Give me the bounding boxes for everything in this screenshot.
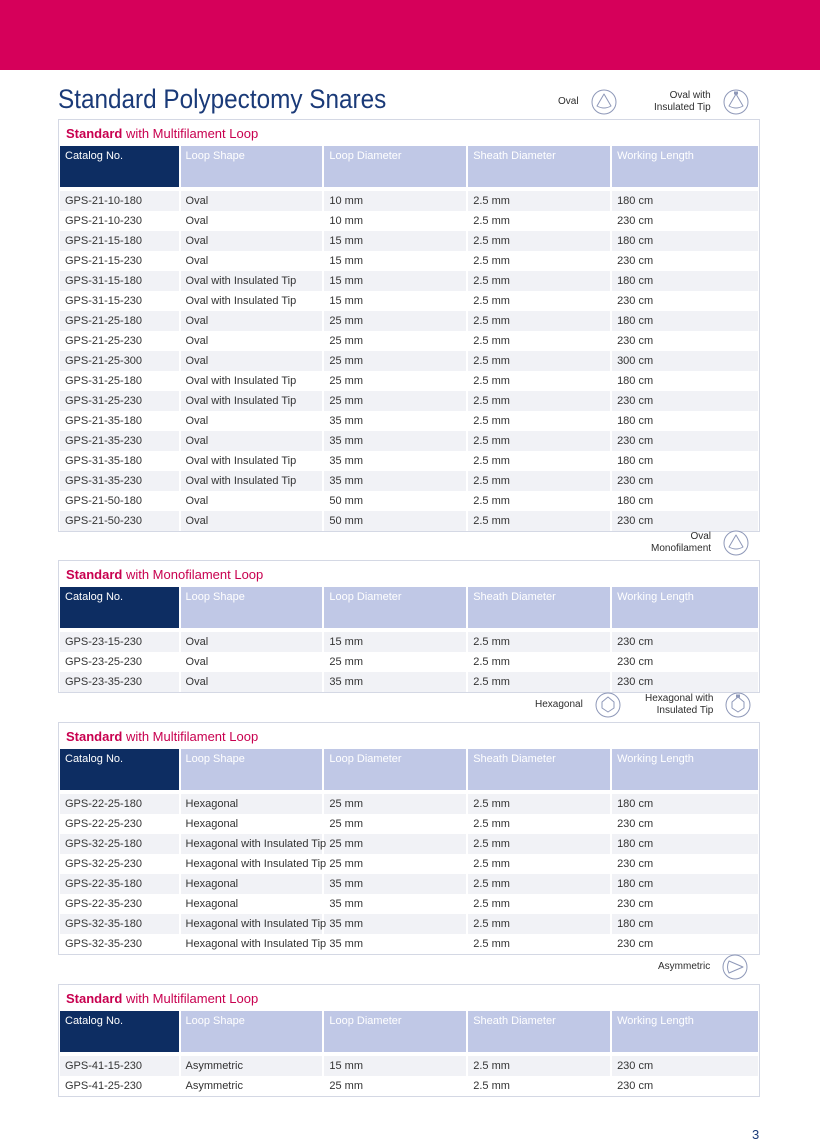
cell-catalog-no: GPS-22-25-230 [60,814,179,834]
cell-loop-diameter: 25 mm [324,371,466,391]
table-row [60,794,758,814]
cell-loop-diameter: 25 mm [324,854,466,874]
cell-working-length: 230 cm [612,391,758,411]
cell-catalog-no: GPS-31-25-230 [60,391,179,411]
cell-working-length: 230 cm [612,632,758,652]
cell-catalog-no: GPS-32-35-230 [60,934,179,954]
legend-label: Oval [558,96,579,107]
column-header-loop-diameter: Loop Diameter [324,146,466,187]
table-row [60,1056,758,1076]
cell-working-length: 230 cm [612,331,758,351]
cell-sheath-diameter: 2.5 mm [468,511,610,531]
cell-sheath-diameter: 2.5 mm [468,351,610,371]
cell-loop-shape: Oval [181,351,323,371]
cell-loop-shape: Oval with Insulated Tip [181,451,323,471]
cell-sheath-diameter: 2.5 mm [468,1056,610,1076]
legend-label: Oval Monofilament [651,531,712,554]
hexagonal-loop-icon [595,692,621,718]
cell-catalog-no: GPS-21-35-180 [60,411,179,431]
cell-loop-diameter: 35 mm [324,431,466,451]
cell-catalog-no: GPS-21-25-300 [60,351,179,371]
cell-catalog-no: GPS-41-25-230 [60,1076,179,1096]
product-table [58,587,760,692]
table-header [60,587,758,628]
table-row [60,934,758,954]
cell-sheath-diameter: 2.5 mm [468,471,610,491]
legend-label: Hexagonal with Insulated Tip [645,693,714,716]
cell-sheath-diameter: 2.5 mm [468,371,610,391]
cell-sheath-diameter: 2.5 mm [468,451,610,471]
cell-sheath-diameter: 2.5 mm [468,311,610,331]
cell-loop-diameter: 25 mm [324,331,466,351]
cell-working-length: 230 cm [612,854,758,874]
cell-loop-shape: Oval [181,652,323,672]
oval-monofilament-icon [723,530,749,556]
cell-sheath-diameter: 2.5 mm [468,632,610,652]
legend-label: Asymmetric [658,961,711,972]
cell-loop-diameter: 25 mm [324,794,466,814]
cell-loop-diameter: 25 mm [324,351,466,371]
table-row [60,1076,758,1096]
cell-loop-shape: Oval with Insulated Tip [181,271,323,291]
cell-sheath-diameter: 2.5 mm [468,271,610,291]
column-header-loop-shape: Loop Shape [181,749,323,790]
cell-catalog-no: GPS-31-35-230 [60,471,179,491]
column-header-sheath-diameter: Sheath Diameter [468,1011,610,1052]
cell-sheath-diameter: 2.5 mm [468,894,610,914]
cell-working-length: 230 cm [612,1056,758,1076]
cell-loop-diameter: 35 mm [324,672,466,692]
section-monofilament-oval [58,560,760,693]
cell-working-length: 180 cm [612,231,758,251]
cell-catalog-no: GPS-31-15-180 [60,271,179,291]
legend-hexagonal [535,692,621,718]
cell-catalog-no: GPS-22-35-180 [60,874,179,894]
cell-sheath-diameter: 2.5 mm [468,491,610,511]
cell-working-length: 230 cm [612,471,758,491]
cell-catalog-no: GPS-21-25-230 [60,331,179,351]
legend-oval-insulated [654,89,749,115]
cell-working-length: 180 cm [612,794,758,814]
column-header-sheath-diameter: Sheath Diameter [468,749,610,790]
top-brand-bar [0,0,820,70]
cell-loop-shape: Oval [181,672,323,692]
cell-loop-diameter: 35 mm [324,934,466,954]
table-row [60,854,758,874]
oval-loop-icon [591,89,617,115]
cell-loop-shape: Hexagonal with Insulated Tip [181,934,323,954]
product-table [58,749,760,954]
legend-label: Hexagonal [535,699,583,710]
column-header-catalog: Catalog No. [60,749,179,790]
table-row [60,471,758,491]
cell-loop-shape: Oval with Insulated Tip [181,471,323,491]
cell-loop-diameter: 25 mm [324,834,466,854]
cell-loop-shape: Oval [181,231,323,251]
cell-loop-shape: Oval with Insulated Tip [181,391,323,411]
section-title: Standard with Monofilament Loop [66,567,264,582]
cell-loop-shape: Hexagonal [181,814,323,834]
table-header [60,1011,758,1052]
cell-working-length: 230 cm [612,894,758,914]
cell-catalog-no: GPS-32-25-180 [60,834,179,854]
cell-sheath-diameter: 2.5 mm [468,794,610,814]
cell-loop-shape: Oval [181,431,323,451]
cell-sheath-diameter: 2.5 mm [468,652,610,672]
cell-loop-shape: Hexagonal with Insulated Tip [181,854,323,874]
cell-loop-shape: Oval with Insulated Tip [181,291,323,311]
cell-working-length: 230 cm [612,211,758,231]
cell-working-length: 180 cm [612,411,758,431]
table-row [60,411,758,431]
cell-loop-shape: Hexagonal [181,794,323,814]
cell-sheath-diameter: 2.5 mm [468,934,610,954]
cell-sheath-diameter: 2.5 mm [468,914,610,934]
cell-loop-diameter: 35 mm [324,451,466,471]
table-row [60,291,758,311]
column-header-catalog: Catalog No. [60,146,179,187]
cell-catalog-no: GPS-22-25-180 [60,794,179,814]
column-header-loop-diameter: Loop Diameter [324,1011,466,1052]
section-title: Standard with Multifilament Loop [66,126,259,141]
column-header-loop-diameter: Loop Diameter [324,749,466,790]
cell-working-length: 180 cm [612,451,758,471]
oval-insulated-tip-icon [723,89,749,115]
cell-loop-shape: Oval [181,191,323,211]
column-header-working-length: Working Length [612,1011,758,1052]
product-table [58,146,760,531]
column-header-catalog: Catalog No. [60,587,179,628]
table-row [60,251,758,271]
cell-loop-diameter: 15 mm [324,291,466,311]
cell-loop-diameter: 35 mm [324,411,466,431]
table-row [60,371,758,391]
cell-sheath-diameter: 2.5 mm [468,672,610,692]
cell-catalog-no: GPS-21-50-230 [60,511,179,531]
cell-catalog-no: GPS-21-35-230 [60,431,179,451]
cell-sheath-diameter: 2.5 mm [468,231,610,251]
column-header-loop-shape: Loop Shape [181,146,323,187]
cell-loop-shape: Hexagonal with Insulated Tip [181,834,323,854]
cell-catalog-no: GPS-32-35-180 [60,914,179,934]
cell-working-length: 230 cm [612,672,758,692]
table-row [60,632,758,652]
column-header-loop-diameter: Loop Diameter [324,587,466,628]
cell-loop-diameter: 15 mm [324,231,466,251]
cell-working-length: 230 cm [612,511,758,531]
legend-hexagonal-insulated [645,692,751,718]
cell-working-length: 230 cm [612,1076,758,1096]
cell-loop-shape: Hexagonal [181,874,323,894]
cell-loop-diameter: 15 mm [324,1056,466,1076]
cell-catalog-no: GPS-23-35-230 [60,672,179,692]
cell-loop-diameter: 35 mm [324,894,466,914]
hexagonal-insulated-tip-icon [725,692,751,718]
cell-sheath-diameter: 2.5 mm [468,331,610,351]
table-row [60,231,758,251]
cell-working-length: 180 cm [612,311,758,331]
cell-working-length: 230 cm [612,431,758,451]
column-header-working-length: Working Length [612,749,758,790]
cell-loop-shape: Oval [181,251,323,271]
cell-working-length: 180 cm [612,914,758,934]
cell-loop-diameter: 35 mm [324,874,466,894]
cell-loop-diameter: 15 mm [324,251,466,271]
column-header-sheath-diameter: Sheath Diameter [468,146,610,187]
column-header-working-length: Working Length [612,146,758,187]
cell-loop-diameter: 10 mm [324,211,466,231]
cell-catalog-no: GPS-21-10-180 [60,191,179,211]
cell-catalog-no: GPS-21-50-180 [60,491,179,511]
table-row [60,834,758,854]
table-row [60,511,758,531]
table-row [60,672,758,692]
cell-loop-shape: Hexagonal with Insulated Tip [181,914,323,934]
cell-catalog-no: GPS-32-25-230 [60,854,179,874]
cell-loop-shape: Oval [181,491,323,511]
table-row [60,874,758,894]
cell-sheath-diameter: 2.5 mm [468,391,610,411]
cell-catalog-no: GPS-41-15-230 [60,1056,179,1076]
section-multifilament-asymmetric [58,984,760,1097]
cell-loop-shape: Hexagonal [181,894,323,914]
legend-oval-monofilament [651,530,749,556]
cell-working-length: 230 cm [612,934,758,954]
cell-loop-diameter: 10 mm [324,191,466,211]
cell-sheath-diameter: 2.5 mm [468,191,610,211]
cell-loop-shape: Asymmetric [181,1056,323,1076]
cell-catalog-no: GPS-31-15-230 [60,291,179,311]
table-row [60,451,758,471]
cell-sheath-diameter: 2.5 mm [468,431,610,451]
cell-working-length: 180 cm [612,874,758,894]
column-header-loop-shape: Loop Shape [181,1011,323,1052]
table-header [60,146,758,187]
table-row [60,271,758,291]
asymmetric-loop-icon [722,954,748,980]
table-header [60,749,758,790]
cell-loop-shape: Oval [181,311,323,331]
cell-sheath-diameter: 2.5 mm [468,874,610,894]
table-row [60,311,758,331]
table-row [60,351,758,371]
cell-loop-shape: Oval [181,632,323,652]
table-row [60,211,758,231]
cell-sheath-diameter: 2.5 mm [468,854,610,874]
table-row [60,191,758,211]
cell-loop-diameter: 15 mm [324,271,466,291]
cell-working-length: 230 cm [612,652,758,672]
cell-sheath-diameter: 2.5 mm [468,251,610,271]
column-header-loop-shape: Loop Shape [181,587,323,628]
cell-loop-diameter: 25 mm [324,814,466,834]
legend-oval [558,89,617,115]
cell-loop-diameter: 25 mm [324,311,466,331]
cell-loop-shape: Oval [181,411,323,431]
cell-working-length: 180 cm [612,834,758,854]
table-row [60,491,758,511]
column-header-sheath-diameter: Sheath Diameter [468,587,610,628]
section-multifilament-hexagonal [58,722,760,955]
table-row [60,814,758,834]
cell-working-length: 180 cm [612,371,758,391]
page-title: Standard Polypectomy Snares [58,84,387,114]
cell-sheath-diameter: 2.5 mm [468,814,610,834]
cell-working-length: 180 cm [612,191,758,211]
product-table [58,1011,760,1096]
cell-working-length: 230 cm [612,291,758,311]
cell-loop-shape: Asymmetric [181,1076,323,1096]
cell-working-length: 180 cm [612,271,758,291]
cell-working-length: 230 cm [612,251,758,271]
cell-loop-diameter: 25 mm [324,1076,466,1096]
cell-loop-shape: Oval [181,211,323,231]
cell-loop-diameter: 50 mm [324,491,466,511]
table-row [60,894,758,914]
cell-catalog-no: GPS-23-25-230 [60,652,179,672]
cell-loop-diameter: 25 mm [324,652,466,672]
table-row [60,331,758,351]
cell-catalog-no: GPS-23-15-230 [60,632,179,652]
cell-loop-shape: Oval [181,511,323,531]
cell-sheath-diameter: 2.5 mm [468,211,610,231]
cell-loop-shape: Oval [181,331,323,351]
cell-loop-diameter: 35 mm [324,471,466,491]
legend-asymmetric [658,954,748,980]
table-row [60,914,758,934]
cell-loop-diameter: 50 mm [324,511,466,531]
table-row [60,391,758,411]
cell-loop-diameter: 25 mm [324,391,466,411]
cell-catalog-no: GPS-21-10-230 [60,211,179,231]
table-row [60,431,758,451]
cell-catalog-no: GPS-21-15-180 [60,231,179,251]
cell-loop-diameter: 35 mm [324,914,466,934]
column-header-working-length: Working Length [612,587,758,628]
cell-sheath-diameter: 2.5 mm [468,291,610,311]
cell-catalog-no: GPS-22-35-230 [60,894,179,914]
cell-loop-shape: Oval with Insulated Tip [181,371,323,391]
cell-sheath-diameter: 2.5 mm [468,834,610,854]
legend-label: Oval with Insulated Tip [654,90,711,113]
cell-catalog-no: GPS-31-35-180 [60,451,179,471]
section-multifilament-oval [58,119,760,532]
section-title: Standard with Multifilament Loop [66,729,259,744]
cell-loop-diameter: 15 mm [324,632,466,652]
cell-working-length: 300 cm [612,351,758,371]
cell-sheath-diameter: 2.5 mm [468,411,610,431]
cell-working-length: 180 cm [612,491,758,511]
cell-sheath-diameter: 2.5 mm [468,1076,610,1096]
page-number: 3 [752,1127,760,1142]
cell-catalog-no: GPS-21-25-180 [60,311,179,331]
cell-working-length: 230 cm [612,814,758,834]
table-row [60,652,758,672]
cell-catalog-no: GPS-31-25-180 [60,371,179,391]
column-header-catalog: Catalog No. [60,1011,179,1052]
section-title: Standard with Multifilament Loop [66,991,259,1006]
cell-catalog-no: GPS-21-15-230 [60,251,179,271]
